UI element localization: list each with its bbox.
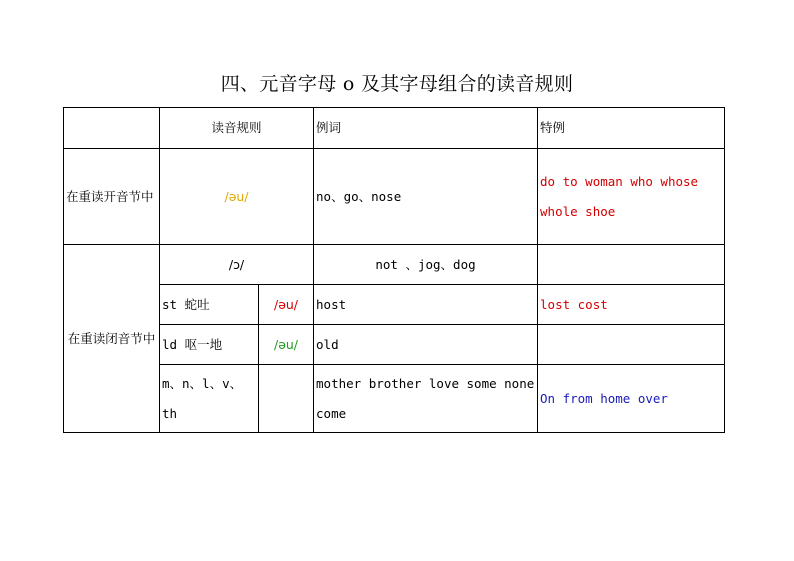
table-header-row <box>64 108 725 149</box>
open-syllable-exceptions: do to woman who whose whole shoe <box>538 149 725 245</box>
ld-phonetic: /əu/ <box>259 325 314 365</box>
mnlv-rule: m、n、l、v、th <box>160 365 259 433</box>
table-row-short-o <box>64 245 725 285</box>
ld-rule: ld 呕一地 <box>160 325 259 365</box>
short-o-exceptions <box>538 245 725 285</box>
pronunciation-rules-table <box>63 107 725 433</box>
open-syllable-label: 在重读开音节中 <box>64 149 160 245</box>
closed-syllable-label: 在重读闭音节中 <box>64 245 160 433</box>
short-o-rule: /ɔ/ <box>160 245 314 285</box>
st-exceptions: lost cost <box>538 285 725 325</box>
table-row-st <box>64 285 725 325</box>
st-phonetic: /əu/ <box>259 285 314 325</box>
header-exceptions: 特例 <box>538 108 725 149</box>
table-row-ld <box>64 325 725 365</box>
ld-examples: old <box>314 325 538 365</box>
page-title: 四、元音字母 o 及其字母组合的读音规则 <box>220 73 574 95</box>
header-blank-cell <box>64 108 160 149</box>
short-o-examples: not 、jog、dog <box>314 245 538 285</box>
header-examples: 例词 <box>314 108 538 149</box>
table-row-open-syllable <box>64 149 725 245</box>
mnlv-exceptions: On from home over <box>538 365 725 433</box>
open-syllable-phonetic: /əu/ <box>160 149 314 245</box>
header-rule: 读音规则 <box>160 108 314 149</box>
open-syllable-examples: no、go、nose <box>314 149 538 245</box>
mnlv-examples: mother brother love some none come <box>314 365 538 433</box>
ld-exceptions <box>538 325 725 365</box>
st-rule: st 蛇吐 <box>160 285 259 325</box>
table-row-mnlv <box>64 365 725 433</box>
mnlv-phonetic <box>259 365 314 433</box>
st-examples: host <box>314 285 538 325</box>
